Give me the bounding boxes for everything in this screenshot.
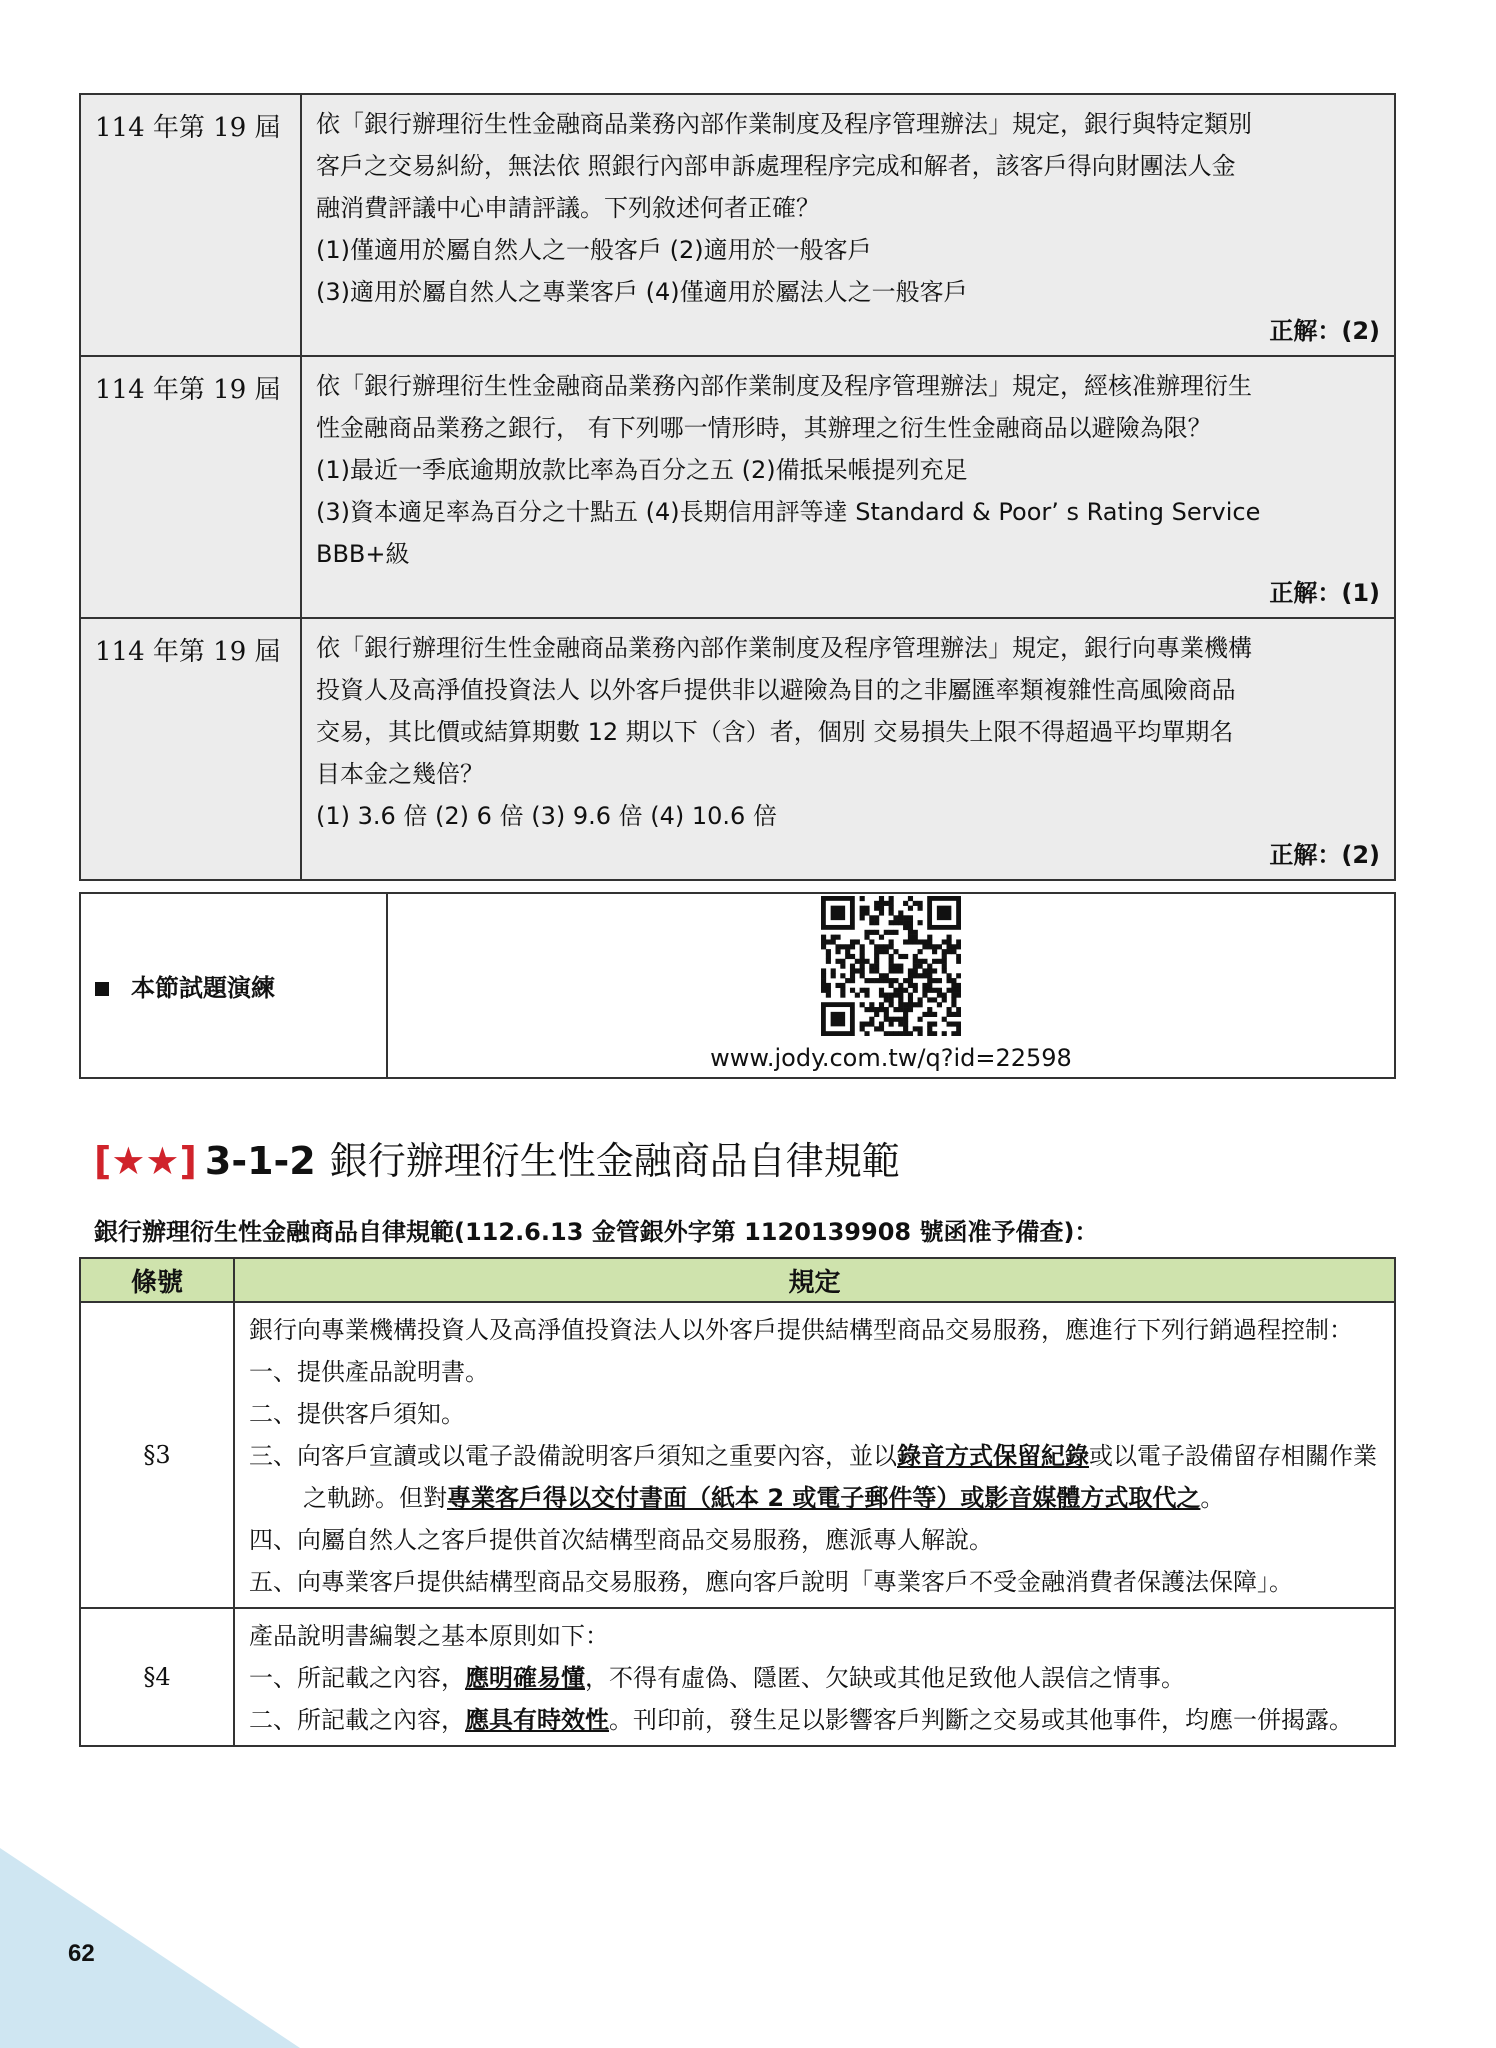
rule-item: 二、提供客戶須知。 xyxy=(249,1400,465,1428)
question-option-line: (3)資本適足率為百分之十點五 (4)長期信用評等達 Standard & Poor’ s Rating Service xyxy=(316,498,1261,526)
question-line: 客戶之交易糾紛，無法依 照銀行內部申訴處理程序完成和解者，該客戶得向財團法人金 xyxy=(316,152,1236,180)
question-line: 融消費評議中心申請評議。下列敘述何者正確？ xyxy=(316,194,820,222)
question-option-line: (3)適用於屬自然人之專業客戶 (4)僅適用於屬法人之一般客戶 xyxy=(316,278,968,306)
corner-decoration xyxy=(0,1848,300,2048)
exam-question-content xyxy=(301,618,1395,880)
rule-text-part: ，不得有虛偽、隱匿、欠缺或其他足致他人誤信之情事。 xyxy=(585,1664,1185,1692)
question-answer: 正解：(2) xyxy=(1269,317,1380,345)
underlined-emphasis: 專業客戶得以交付書面（紙本 2 或電子郵件等）或影音媒體方式取代之 xyxy=(447,1484,1201,1512)
exam-question-row xyxy=(80,94,1395,356)
rule-content xyxy=(234,1608,1395,1746)
question-answer: 正解：(2) xyxy=(1269,841,1380,869)
article-number: §3 xyxy=(80,1302,234,1608)
question-line: 性金融商品業務之銀行， 有下列哪一情形時，其辦理之衍生性金融商品以避險為限？ xyxy=(316,414,1212,442)
rule-text-part: 或以電子設備留存相關作業之軌跡。但對 xyxy=(303,1442,1377,1512)
rule-text-part: 三、向客戶宣讀或以電子設備說明客戶須知之重要內容，並以 xyxy=(249,1442,897,1470)
rule-text-part: 一、所記載之內容， xyxy=(249,1664,465,1692)
practice-label: 本節試題演練 xyxy=(131,974,275,1002)
rule-item xyxy=(249,1699,1380,1741)
exam-session: 114 年第 19 屆 xyxy=(80,94,301,356)
rule-text-part: 。 xyxy=(1200,1484,1225,1512)
underlined-emphasis: 錄音方式保留紀錄 xyxy=(897,1442,1089,1470)
underlined-emphasis: 應明確易懂 xyxy=(465,1664,585,1692)
question-option-line: (1)最近一季底逾期放款比率為百分之五 (2)備抵呆帳提列充足 xyxy=(316,456,968,484)
rule-item: 五、向專業客戶提供結構型商品交易服務，應向客戶說明「專業客戶不受金融消費者保護法保障」。 xyxy=(249,1568,1293,1596)
exam-question-content xyxy=(301,356,1395,618)
article-number: §4 xyxy=(80,1608,234,1746)
question-line: 依「銀行辦理衍生性金融商品業務內部作業制度及程序管理辦法」規定，經核准辦理衍生 xyxy=(316,372,1252,400)
question-option-line: (1)僅適用於屬自然人之一般客戶 (2)適用於一般客戶 xyxy=(316,236,872,264)
practice-box xyxy=(79,892,1396,1079)
rules-row-s4 xyxy=(80,1608,1395,1746)
rule-item xyxy=(249,1435,1380,1519)
rule-content xyxy=(234,1302,1395,1608)
section-title: 銀行辦理衍生性金融商品自律規範 xyxy=(329,1139,900,1183)
exam-session: 114 年第 19 屆 xyxy=(80,618,301,880)
star-rating: [★★] xyxy=(94,1139,197,1183)
practice-label-cell xyxy=(80,893,387,1078)
rule-item xyxy=(249,1657,1380,1699)
qr-code-icon[interactable] xyxy=(821,896,961,1036)
rule-intro: 產品說明書編製之基本原則如下： xyxy=(249,1622,609,1650)
square-bullet-icon xyxy=(95,982,109,996)
exam-question-table xyxy=(79,93,1396,881)
rules-table xyxy=(79,1257,1396,1747)
header-rule: 規定 xyxy=(234,1258,1395,1302)
question-option-line: BBB+級 xyxy=(316,540,410,568)
rule-text-part: 二、所記載之內容， xyxy=(249,1706,465,1734)
underlined-emphasis: 應具有時效性 xyxy=(465,1706,609,1734)
question-line: 依「銀行辦理衍生性金融商品業務內部作業制度及程序管理辦法」規定，銀行向專業機構 xyxy=(316,634,1252,662)
rule-item: 一、提供產品說明書。 xyxy=(249,1358,489,1386)
question-line: 投資人及高淨值投資法人 以外客戶提供非以避險為目的之非屬匯率類複雜性高風險商品 xyxy=(316,676,1236,704)
question-line: 依「銀行辦理衍生性金融商品業務內部作業制度及程序管理辦法」規定，銀行與特定類別 xyxy=(316,110,1252,138)
section-heading xyxy=(94,1130,900,1185)
qr-cell xyxy=(387,893,1395,1078)
page-number: 62 xyxy=(68,1940,95,1967)
question-line: 交易，其比價或結算期數 12 期以下（含）者，個別 交易損失上限不得超過平均單期名 xyxy=(316,718,1234,746)
exam-question-content xyxy=(301,94,1395,356)
header-article: 條號 xyxy=(80,1258,234,1302)
question-option-line: (1) 3.6 倍 (2) 6 倍 (3) 9.6 倍 (4) 10.6 倍 xyxy=(316,802,777,830)
section-number: 3-1-2 xyxy=(204,1139,316,1183)
exam-question-row xyxy=(80,356,1395,618)
practice-url-link[interactable]: www.jody.com.tw/q?id=22598 xyxy=(710,1044,1072,1072)
exam-session: 114 年第 19 屆 xyxy=(80,356,301,618)
question-answer: 正解：(1) xyxy=(1269,579,1380,607)
section-subtitle: 銀行辦理衍生性金融商品自律規範(112.6.13 金管銀外字第 1120139908 號函准予備查)： xyxy=(94,1218,1099,1246)
rules-row-s3 xyxy=(80,1302,1395,1608)
rule-item: 四、向屬自然人之客戶提供首次結構型商品交易服務，應派專人解說。 xyxy=(249,1526,993,1554)
rule-intro: 銀行向專業機構投資人及高淨值投資法人以外客戶提供結構型商品交易服務，應進行下列行銷過程控制： xyxy=(249,1316,1353,1344)
question-line: 目本金之幾倍？ xyxy=(316,760,484,788)
exam-question-row xyxy=(80,618,1395,880)
rules-header-row xyxy=(80,1258,1395,1302)
rule-text-part: 。刊印前，發生足以影響客戶判斷之交易或其他事件，均應一併揭露。 xyxy=(609,1706,1353,1734)
